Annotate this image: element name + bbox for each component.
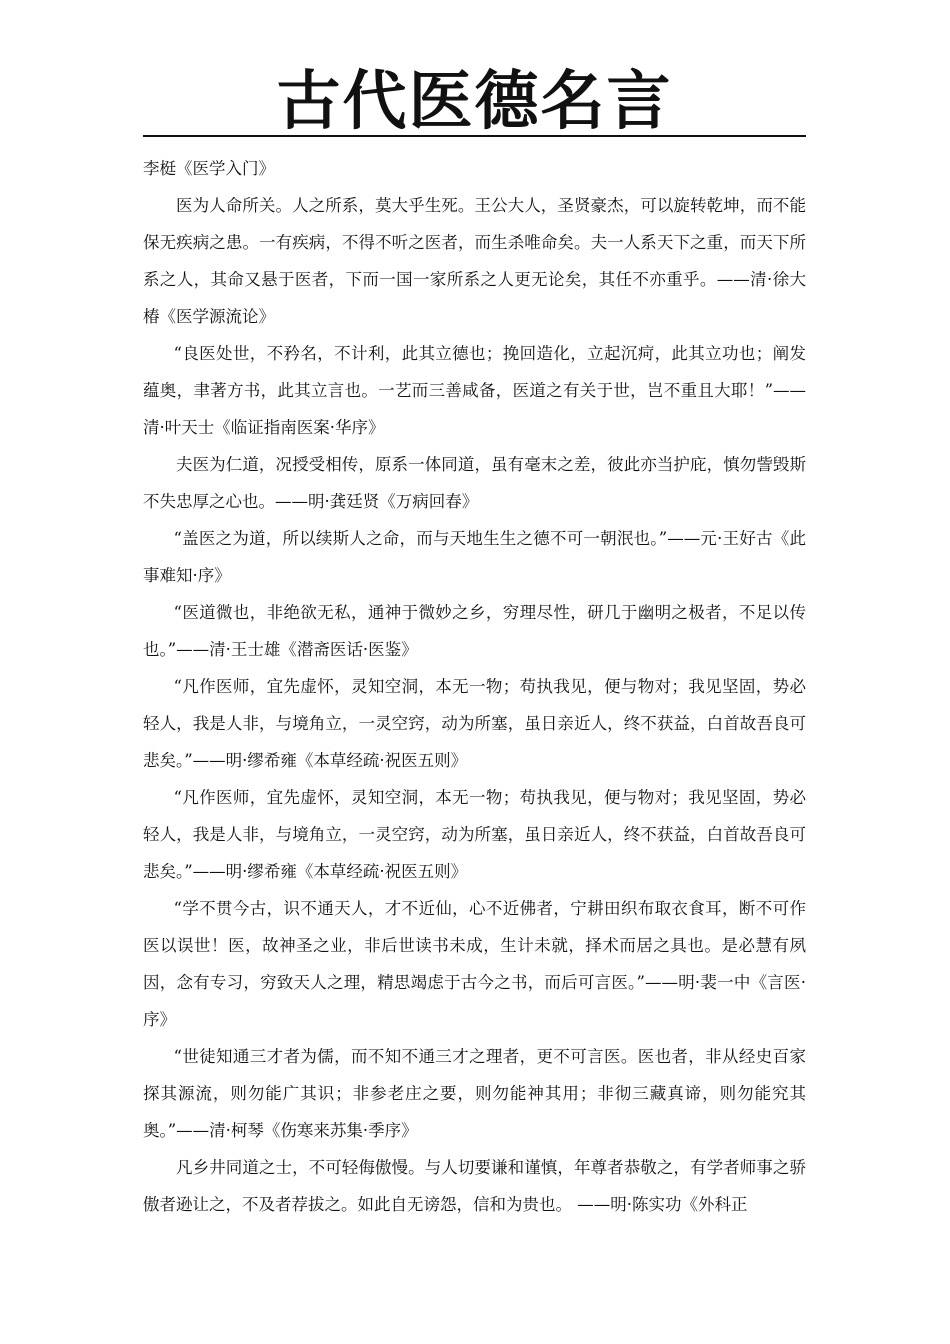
page-title: 古代医德名言 bbox=[276, 65, 673, 139]
paragraph-8: “学不贯今古，识不通天人，才不近仙，心不近佛者，宁耕田织布取衣食耳，断不可作医以误世！医，故神圣之业，非后世读书未成，生计未就，择术而居之具也。是必慧有夙因，念有专习，穷致天人之理，精思竭虑于古今之书，而后可言医。”——明·裴一中《言医·序》 bbox=[143, 899, 806, 1029]
paragraph-4: “盖医之为道，所以续斯人之命，而与天地生生之德不可一朝泯也。”——元·王好古《此事难知·序》 bbox=[143, 529, 806, 585]
paragraph-9: “世徒知通三才者为儒，而不知不通三才之理者，更不可言医。医也者，非从经史百家探其源流，则勿能广其识；非参老庄之要，则勿能神其用；非彻三藏真谛，则勿能究其奥。”——清·柯琴《伤寒来苏集·季序》 bbox=[143, 1047, 806, 1140]
paragraph-3: 夫医为仁道，况授受相传，原系一体同道，虽有毫末之差，彼此亦当护庇，慎勿訾毁斯不失忠厚之心也。——明·龚廷贤《万病回春》 bbox=[143, 455, 806, 511]
paragraph-10: 凡乡井同道之士，不可轻侮傲慢。与人切要谦和谨慎，年尊者恭敬之，有学者师事之骄傲者逊让之，不及者荐拔之。如此自无谤怨，信和为贵也。 ——明·陈实功《外科正 bbox=[143, 1158, 806, 1214]
document-body bbox=[143, 150, 806, 1223]
source-line: 李梃《医学入门》 bbox=[143, 159, 275, 178]
title-underline bbox=[143, 135, 806, 137]
paragraph-6: “凡作医师，宜先虚怀，灵知空洞，本无一物；苟执我见，便与物对；我见坚固，势必轻人，我是人非，与境角立，一灵空窍，动为所塞，虽日亲近人，终不获益，白首故吾良可悲矣。”——明·缪希雍《本草经疏·祝医五则》 bbox=[143, 677, 806, 770]
paragraph-5: “医道微也，非绝欲无私，通神于微妙之乡，穷理尽性，研几于幽明之极者，不足以传也。”——清·王士雄《潜斋医话·医鉴》 bbox=[143, 603, 806, 659]
paragraph-7: “凡作医师，宜先虚怀，灵知空洞，本无一物；苟执我见，便与物对；我见坚固，势必轻人，我是人非，与境角立，一灵空窍，动为所塞，虽日亲近人，终不获益，白首故吾良可悲矣。”——明·缪希雍《本草经疏·祝医五则》 bbox=[143, 788, 806, 881]
paragraph-2: “良医处世，不矜名，不计利，此其立德也；挽回造化，立起沉疴，此其立功也；阐发蕴奥，聿著方书，此其立言也。一艺而三善咸备，医道之有关于世，岂不重且大耶！”——清·叶天士《临证指南医案·华序》 bbox=[143, 344, 806, 437]
paragraph-1: 医为人命所关。人之所系，莫大乎生死。王公大人，圣贤豪杰，可以旋转乾坤，而不能保无疾病之患。一有疾病，不得不听之医者，而生杀唯命矣。夫一人系天下之重，而天下所系之人，其命又悬于医者，下而一国一家所系之人更无论矣，其任不亦重乎。——清·徐大椿《医学源流论》 bbox=[143, 196, 806, 326]
